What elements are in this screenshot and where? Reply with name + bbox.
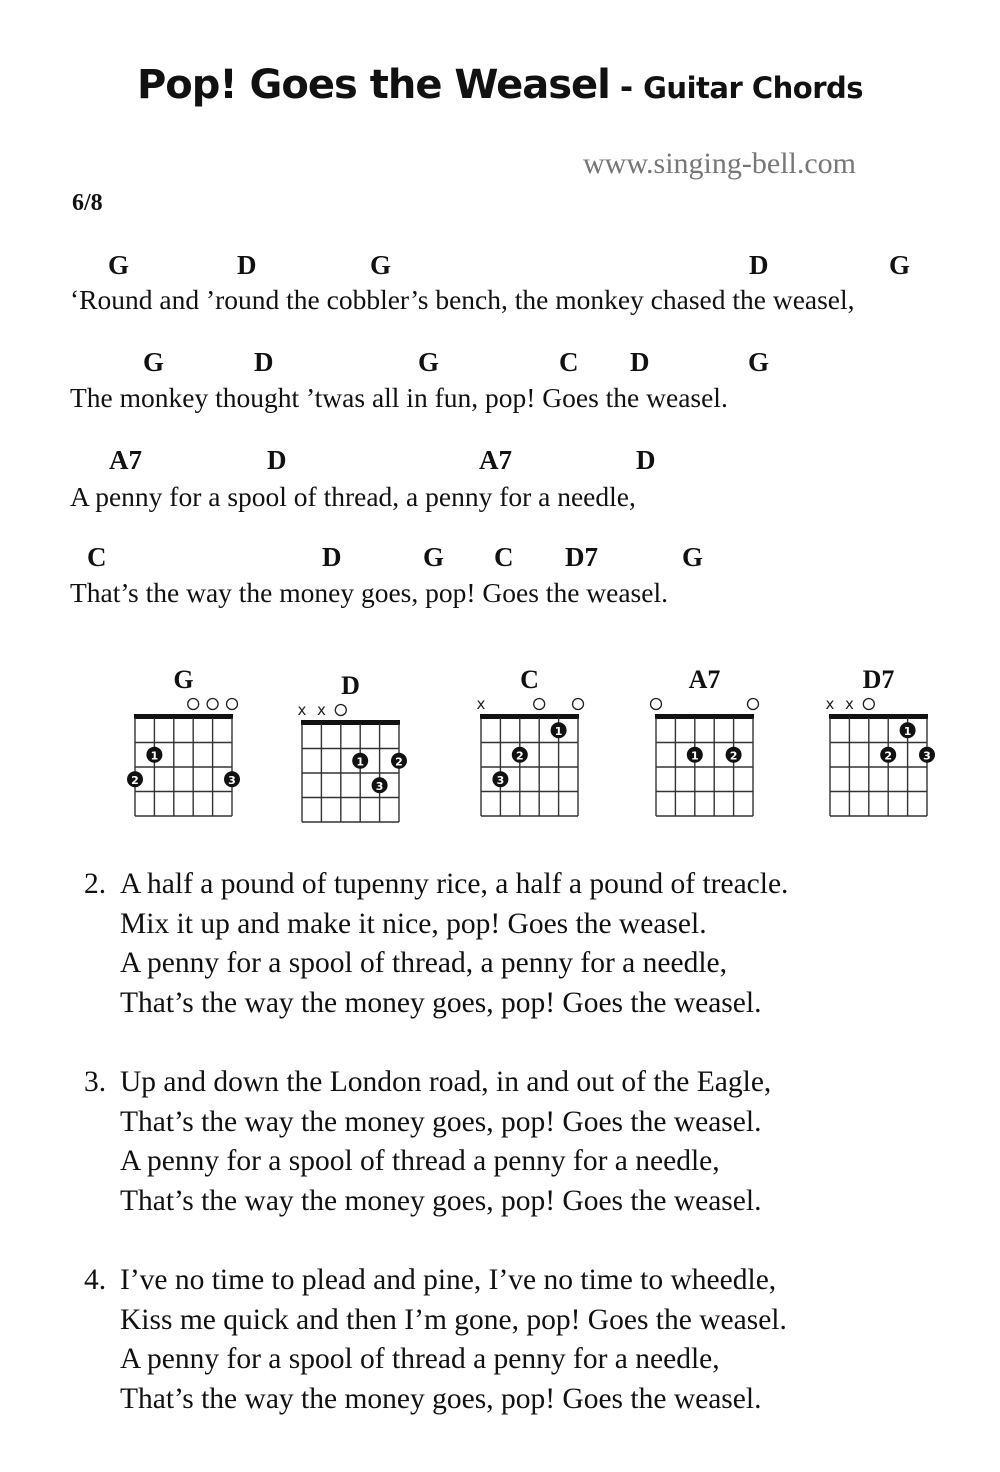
chord-label: D xyxy=(749,250,769,280)
chord-label: G xyxy=(748,347,770,377)
finger-number: 2 xyxy=(729,749,738,763)
chord-name: G xyxy=(173,665,194,694)
nut xyxy=(655,714,754,719)
nut xyxy=(480,714,579,719)
chord-label: C xyxy=(87,542,107,572)
lyric-line: That’s the way the money goes, pop! Goes the weasel. xyxy=(70,577,668,608)
open-string-marker xyxy=(534,699,545,710)
verse-text: That’s the way the money goes, pop! Goes the weasel. xyxy=(120,1382,762,1415)
verse-text: Up and down the London road, in and out of the Eagle, xyxy=(120,1066,772,1098)
chord-label: G xyxy=(423,542,445,572)
verse-line xyxy=(84,1182,771,1222)
open-string-marker xyxy=(748,699,759,710)
open-string-marker xyxy=(573,699,584,710)
chord-label: D xyxy=(267,445,287,475)
chord-label: D xyxy=(636,445,656,475)
finger-number: 3 xyxy=(375,779,384,793)
verse-line xyxy=(84,1380,787,1420)
chord-label: G xyxy=(143,347,165,377)
verse-text: I’ve no time to plead and pine, I’ve no time to wheedle, xyxy=(120,1264,777,1296)
chord-label: G xyxy=(889,250,911,280)
verse-line xyxy=(84,1063,771,1103)
verse-text: A half a pound of tupenny rice, a half a pound of treacle. xyxy=(120,868,789,900)
finger-number: 1 xyxy=(150,749,159,763)
chord-name: C xyxy=(520,665,539,694)
verse-number: 4. xyxy=(84,1264,107,1296)
open-string-marker xyxy=(227,699,238,710)
verse-text: That’s the way the money goes, pop! Goes the weasel. xyxy=(120,1105,762,1138)
verse-line xyxy=(84,944,788,984)
muted-string-marker: x xyxy=(476,695,486,713)
chord-label: D xyxy=(237,250,257,280)
chord-label: G xyxy=(370,250,392,280)
verse-line xyxy=(84,1261,787,1301)
finger-number: 1 xyxy=(903,724,912,738)
chord-diagram-c xyxy=(465,662,595,837)
open-string-marker xyxy=(863,699,874,710)
nut xyxy=(301,720,400,725)
verse-text: Mix it up and make it nice, pop! Goes the weasel. xyxy=(120,907,707,940)
finger-number: 1 xyxy=(554,724,563,738)
chord-label: C xyxy=(494,542,514,572)
finger-number: 1 xyxy=(356,755,365,769)
verse-text: That’s the way the money goes, pop! Goes the weasel. xyxy=(120,986,762,1019)
nut xyxy=(134,714,233,719)
chord-label: D xyxy=(322,542,342,572)
verse-line xyxy=(84,1340,787,1380)
song-title: Pop! Goes the Weasel xyxy=(136,62,610,108)
chord-label: D7 xyxy=(565,542,598,572)
muted-string-marker: x xyxy=(297,701,307,719)
verse-3 xyxy=(84,1063,771,1221)
chord-diagram-a7 xyxy=(640,662,770,837)
chord-diagram-svg xyxy=(119,662,249,832)
time-signature: 6/8 xyxy=(72,190,103,216)
chord-label: A7 xyxy=(479,445,512,475)
verse-line xyxy=(84,865,788,905)
muted-string-marker: x xyxy=(825,695,835,713)
muted-string-marker: x xyxy=(844,695,854,713)
chord-label: G xyxy=(108,250,130,280)
website-link[interactable]: www.singing-bell.com xyxy=(583,147,857,180)
chord-diagram-d7 xyxy=(814,662,944,837)
muted-string-marker: x xyxy=(316,701,326,719)
chord-diagram-svg xyxy=(465,662,595,832)
title-subtitle: Guitar Chords xyxy=(643,71,864,105)
verse-line xyxy=(84,1301,787,1341)
chord-label: D xyxy=(630,347,650,377)
chord-label: G xyxy=(418,347,440,377)
open-string-marker xyxy=(651,699,662,710)
chord-name: D7 xyxy=(862,665,895,694)
verse-line xyxy=(84,984,788,1024)
chord-label: A7 xyxy=(109,445,142,475)
verse-number: 2. xyxy=(84,868,107,900)
chord-name: D xyxy=(341,671,360,700)
finger-number: 2 xyxy=(515,749,524,763)
verse-text: A penny for a spool of thread a penny for a needle, xyxy=(120,1145,720,1177)
finger-number: 2 xyxy=(131,773,139,787)
verse-line xyxy=(84,905,788,945)
chord-diagram-svg xyxy=(814,662,944,832)
verse-text: A penny for a spool of thread, a penny for a needle, xyxy=(120,947,727,979)
verse-text: A penny for a spool of thread a penny for a needle, xyxy=(120,1343,720,1375)
verse-text: That’s the way the money goes, pop! Goes the weasel. xyxy=(120,1184,762,1217)
chord-diagram-g xyxy=(119,662,249,837)
chord-label: C xyxy=(559,347,579,377)
finger-number: 3 xyxy=(228,773,236,787)
open-string-marker xyxy=(335,705,346,716)
finger-number: 3 xyxy=(496,773,505,787)
title-dash: - xyxy=(619,68,634,106)
finger-number: 2 xyxy=(884,749,893,763)
lyric-line: A penny for a spool of thread, a penny for a needle, xyxy=(70,481,636,512)
chord-diagram-svg xyxy=(286,668,416,838)
open-string-marker xyxy=(188,699,199,710)
nut xyxy=(829,714,928,719)
lyric-line: The monkey thought ’twas all in fun, pop! Goes the weasel. xyxy=(70,382,728,413)
page-title xyxy=(0,62,1000,108)
verse-2 xyxy=(84,865,788,1023)
finger-number: 1 xyxy=(690,749,699,763)
lyric-line: ‘Round and ’round the cobbler’s bench, the monkey chased the weasel, xyxy=(70,284,855,315)
chord-label: D xyxy=(254,347,274,377)
chord-diagram-svg xyxy=(640,662,770,832)
verse-number: 3. xyxy=(84,1066,107,1098)
finger-number: 2 xyxy=(395,755,403,769)
verse-4 xyxy=(84,1261,787,1419)
chord-diagram-d xyxy=(286,668,416,843)
finger-number: 3 xyxy=(923,749,931,763)
chord-name: A7 xyxy=(688,665,721,694)
verse-line xyxy=(84,1103,771,1143)
verse-line xyxy=(84,1142,771,1182)
chord-label: G xyxy=(682,542,704,572)
verse-text: Kiss me quick and then I’m gone, pop! Goes the weasel. xyxy=(120,1303,787,1336)
open-string-marker xyxy=(207,699,218,710)
